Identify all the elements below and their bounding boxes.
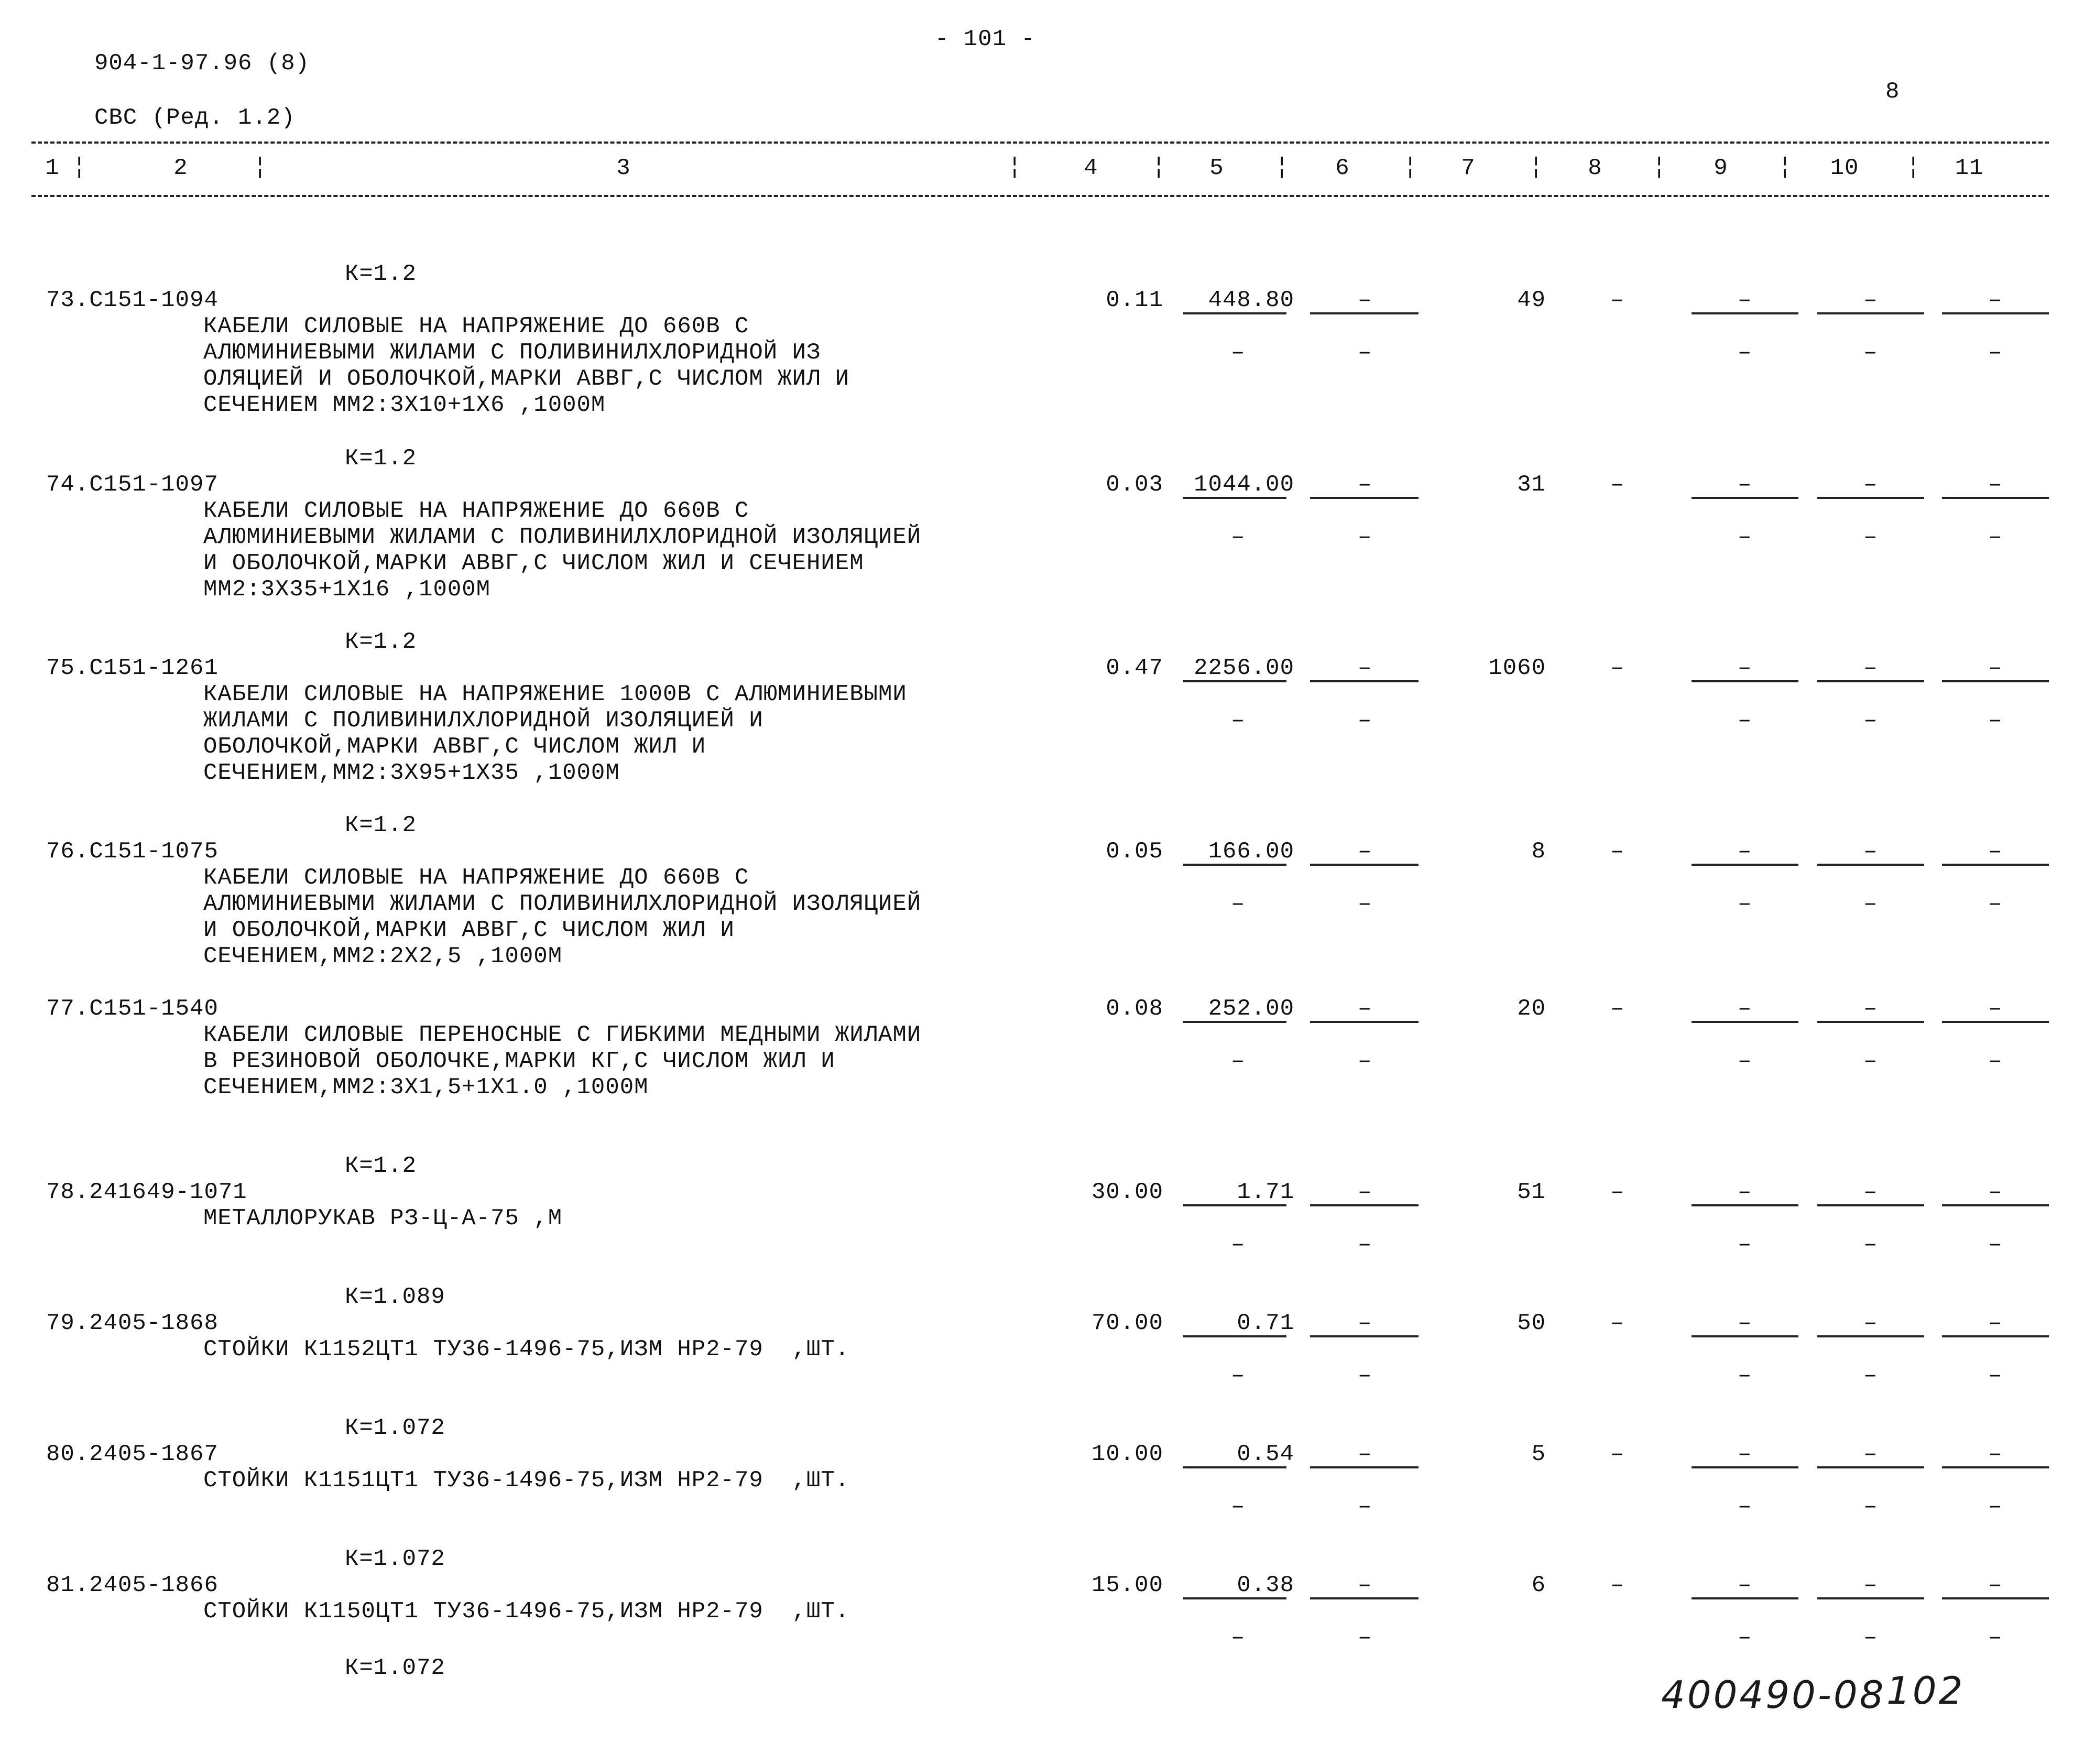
empty-col11-dash: – — [1988, 1179, 2003, 1205]
empty-col6-dash: – — [1358, 1441, 1372, 1467]
denominator-col10-dash: – — [1863, 1494, 1878, 1520]
item-code: 77.С151-1540 — [46, 996, 219, 1022]
fraction-bar — [1942, 1021, 2049, 1023]
item-description-line: АЛЮМИНИЕВЫМИ ЖИЛАМИ С ПОЛИВИНИЛХЛОРИДНОЙ ИЗ — [203, 340, 821, 366]
empty-col8-dash: – — [1610, 996, 1625, 1022]
denominator-col10-dash: – — [1863, 1625, 1878, 1651]
column-header-1: 1 — [45, 155, 60, 181]
fraction-bar — [1942, 497, 2049, 499]
unit-cost-cell: 1044.00 — [1194, 472, 1294, 498]
edition-label: СВС (Ред. 1.2) — [94, 105, 296, 131]
denominator-col10-dash: – — [1863, 1363, 1878, 1389]
fraction-bar — [1310, 312, 1419, 314]
empty-col9-dash: – — [1738, 1310, 1752, 1336]
item-code: 80.2405-1867 — [46, 1441, 219, 1467]
denominator-col5-dash: – — [1231, 1494, 1246, 1520]
denominator-col9-dash: – — [1738, 1048, 1752, 1074]
denominator-col5-dash: – — [1231, 1625, 1246, 1651]
coefficient-label: К=1.2 — [345, 1153, 417, 1179]
quantity-cell: 10.00 — [1091, 1441, 1163, 1467]
fraction-bar — [1692, 1466, 1798, 1468]
coefficient-label: К=1.2 — [345, 261, 417, 287]
item-code: 78.241649-1071 — [46, 1179, 247, 1205]
item-code: 81.2405-1866 — [46, 1572, 219, 1598]
empty-col6-dash: – — [1358, 655, 1372, 681]
denominator-col11-dash: – — [1988, 891, 2003, 917]
coefficient-label: К=1.072 — [345, 1546, 445, 1572]
item-description-line: МЕТАЛЛОРУКАВ РЗ-Ц-А-75 ,М — [203, 1205, 563, 1232]
empty-col8-dash: – — [1610, 1441, 1625, 1467]
fraction-bar — [1310, 497, 1419, 499]
fraction-bar — [1183, 497, 1286, 499]
header-top-rule — [31, 141, 2049, 144]
empty-col10-dash: – — [1863, 839, 1878, 865]
item-description-line: ММ2:3Х35+1Х16 ,1000М — [203, 576, 491, 603]
total-cost-cell: 51 — [1517, 1179, 1546, 1205]
coefficient-label: К=1.089 — [345, 1284, 445, 1310]
coefficient-label: К=1.072 — [345, 1415, 445, 1441]
fraction-bar — [1310, 864, 1419, 866]
empty-col10-dash: – — [1863, 996, 1878, 1022]
fraction-bar — [1183, 1204, 1286, 1206]
column-header-3: 3 — [616, 155, 631, 181]
empty-col10-dash: – — [1863, 287, 1878, 313]
unit-cost-cell: 252.00 — [1208, 996, 1294, 1022]
empty-col6-dash: – — [1358, 287, 1372, 313]
fraction-bar — [1692, 312, 1798, 314]
fraction-bar — [1183, 1597, 1286, 1599]
item-description-line: СТОЙКИ К1150ЦТ1 ТУ36-1496-75,ИЗМ НР2-79 ,ШТ. — [203, 1598, 850, 1625]
denominator-col5-dash: – — [1231, 707, 1246, 734]
column-separator: ¦ — [1152, 154, 1166, 180]
item-description-line: ОБОЛОЧКОЙ,МАРКИ АВВГ,С ЧИСЛОМ ЖИЛ И — [203, 734, 706, 760]
item-description-line: И ОБОЛОЧКОЙ,МАРКИ АВВГ,С ЧИСЛОМ ЖИЛ И СЕЧЕНИЕМ — [203, 550, 864, 576]
empty-col11-dash: – — [1988, 1441, 2003, 1467]
fraction-bar — [1942, 1597, 2049, 1599]
quantity-cell: 15.00 — [1091, 1572, 1163, 1598]
fraction-bar — [1310, 680, 1419, 682]
coefficient-label: К=1.2 — [345, 629, 417, 655]
denominator-col10-dash: – — [1863, 707, 1878, 734]
denominator-col11-dash: – — [1988, 1048, 2003, 1074]
empty-col8-dash: – — [1610, 1572, 1625, 1598]
empty-col6-dash: – — [1358, 472, 1372, 498]
denominator-col6-dash: – — [1358, 707, 1372, 734]
fraction-bar — [1692, 1335, 1798, 1337]
empty-col9-dash: – — [1738, 472, 1752, 498]
item-code: 79.2405-1868 — [46, 1310, 219, 1336]
denominator-col11-dash: – — [1988, 524, 2003, 550]
total-cost-cell: 49 — [1517, 287, 1546, 313]
column-separator: ¦ — [1778, 154, 1793, 180]
empty-col11-dash: – — [1988, 1572, 2003, 1598]
denominator-col6-dash: – — [1358, 1494, 1372, 1520]
denominator-col6-dash: – — [1358, 891, 1372, 917]
unit-cost-cell: 0.71 — [1237, 1310, 1294, 1336]
denominator-col9-dash: – — [1738, 1494, 1752, 1520]
column-separator: ¦ — [1403, 154, 1418, 180]
fraction-bar — [1310, 1204, 1419, 1206]
denominator-col9-dash: – — [1738, 340, 1752, 366]
empty-col10-dash: – — [1863, 1179, 1878, 1205]
denominator-col9-dash: – — [1738, 1363, 1752, 1389]
fraction-bar — [1817, 864, 1924, 866]
item-description-line: СТОЙКИ К1152ЦТ1 ТУ36-1496-75,ИЗМ НР2-79 ,ШТ. — [203, 1336, 850, 1363]
total-cost-cell: 1060 — [1488, 655, 1546, 681]
quantity-cell: 0.03 — [1106, 472, 1163, 498]
column-separator: ¦ — [253, 154, 268, 180]
fraction-bar — [1183, 1466, 1286, 1468]
quantity-cell: 0.08 — [1106, 996, 1163, 1022]
fraction-bar — [1310, 1021, 1419, 1023]
denominator-col5-dash: – — [1231, 1048, 1246, 1074]
sheet-number: 8 — [1885, 79, 1900, 105]
coefficient-label: К=1.2 — [345, 445, 417, 472]
denominator-col9-dash: – — [1738, 707, 1752, 734]
fraction-bar — [1183, 1021, 1286, 1023]
empty-col6-dash: – — [1358, 1572, 1372, 1598]
unit-cost-cell: 166.00 — [1208, 839, 1294, 865]
denominator-col6-dash: – — [1358, 524, 1372, 550]
empty-col6-dash: – — [1358, 1179, 1372, 1205]
column-header-9: 9 — [1714, 155, 1728, 181]
item-description-line: КАБЕЛИ СИЛОВЫЕ НА НАПРЯЖЕНИЕ ДО 660В С — [203, 498, 749, 524]
page-number: - 101 - — [935, 26, 1035, 52]
fraction-bar — [1692, 864, 1798, 866]
empty-col6-dash: – — [1358, 996, 1372, 1022]
item-description-line: КАБЕЛИ СИЛОВЫЕ НА НАПРЯЖЕНИЕ 1000В С АЛЮМИНИЕВЫМИ — [203, 681, 907, 707]
item-code: 74.С151-1097 — [46, 472, 219, 498]
denominator-col9-dash: – — [1738, 891, 1752, 917]
empty-col8-dash: – — [1610, 1179, 1625, 1205]
denominator-col6-dash: – — [1358, 1363, 1372, 1389]
empty-col11-dash: – — [1988, 1310, 2003, 1336]
denominator-col6-dash: – — [1358, 1048, 1372, 1074]
total-cost-cell: 5 — [1531, 1441, 1546, 1467]
empty-col10-dash: – — [1863, 472, 1878, 498]
empty-col11-dash: – — [1988, 472, 2003, 498]
denominator-col5-dash: – — [1231, 340, 1246, 366]
denominator-col10-dash: – — [1863, 340, 1878, 366]
column-header-7: 7 — [1461, 155, 1476, 181]
denominator-col9-dash: – — [1738, 1232, 1752, 1258]
item-description-line: И ОБОЛОЧКОЙ,МАРКИ АВВГ,С ЧИСЛОМ ЖИЛ И — [203, 917, 735, 943]
column-header-11: 11 — [1955, 155, 1984, 181]
denominator-col10-dash: – — [1863, 1048, 1878, 1074]
column-separator: ¦ — [72, 154, 87, 180]
empty-col11-dash: – — [1988, 655, 2003, 681]
header-bottom-rule — [31, 195, 2049, 197]
item-description-line: СЕЧЕНИЕМ,ММ2:2Х2,5 ,1000М — [203, 943, 563, 970]
total-cost-cell: 8 — [1531, 839, 1546, 865]
denominator-col5-dash: – — [1231, 1232, 1246, 1258]
empty-col10-dash: – — [1863, 655, 1878, 681]
fraction-bar — [1183, 312, 1286, 314]
item-description-line: КАБЕЛИ СИЛОВЫЕ ПЕРЕНОСНЫЕ С ГИБКИМИ МЕДНЫМИ ЖИЛАМИ — [203, 1022, 922, 1048]
item-description-line: СЕЧЕНИЕМ,ММ2:3Х1,5+1Х1.0 ,1000М — [203, 1074, 649, 1101]
column-header-4: 4 — [1084, 155, 1098, 181]
empty-col10-dash: – — [1863, 1572, 1878, 1598]
denominator-col11-dash: – — [1988, 707, 2003, 734]
empty-col8-dash: – — [1610, 472, 1625, 498]
empty-col9-dash: – — [1738, 839, 1752, 865]
handwritten-archive-number: 400490-08 — [1661, 1673, 1886, 1717]
fraction-bar — [1942, 680, 2049, 682]
item-code: 73.С151-1094 — [46, 287, 219, 313]
fraction-bar — [1692, 1021, 1798, 1023]
denominator-col5-dash: – — [1231, 524, 1246, 550]
document-code: 904-1-97.96 (8) — [94, 50, 310, 77]
empty-col9-dash: – — [1738, 1441, 1752, 1467]
total-cost-cell: 50 — [1517, 1310, 1546, 1336]
empty-col8-dash: – — [1610, 655, 1625, 681]
quantity-cell: 0.47 — [1106, 655, 1163, 681]
denominator-col5-dash: – — [1231, 891, 1246, 917]
quantity-cell: 0.05 — [1106, 839, 1163, 865]
quantity-cell: 0.11 — [1106, 287, 1163, 313]
empty-col8-dash: – — [1610, 1310, 1625, 1336]
column-header-2: 2 — [173, 155, 188, 181]
item-description-line: КАБЕЛИ СИЛОВЫЕ НА НАПРЯЖЕНИЕ ДО 660В С — [203, 313, 749, 340]
item-description-line: СЕЧЕНИЕМ ММ2:3Х10+1Х6 ,1000М — [203, 392, 606, 418]
column-header-8: 8 — [1588, 155, 1602, 181]
denominator-col11-dash: – — [1988, 1494, 2003, 1520]
trailing-coefficient: К=1.072 — [345, 1655, 445, 1681]
denominator-col11-dash: – — [1988, 1363, 2003, 1389]
fraction-bar — [1942, 864, 2049, 866]
fraction-bar — [1817, 497, 1924, 499]
fraction-bar — [1183, 1335, 1286, 1337]
fraction-bar — [1310, 1597, 1419, 1599]
fraction-bar — [1310, 1466, 1419, 1468]
fraction-bar — [1310, 1335, 1419, 1337]
denominator-col5-dash: – — [1231, 1363, 1246, 1389]
quantity-cell: 70.00 — [1091, 1310, 1163, 1336]
item-description-line: ЖИЛАМИ С ПОЛИВИНИЛХЛОРИДНОЙ ИЗОЛЯЦИЕЙ И — [203, 707, 763, 734]
fraction-bar — [1817, 680, 1924, 682]
fraction-bar — [1692, 497, 1798, 499]
fraction-bar — [1817, 1335, 1924, 1337]
item-description-line: СЕЧЕНИЕМ,ММ2:3Х95+1Х35 ,1000М — [203, 760, 620, 786]
empty-col8-dash: – — [1610, 287, 1625, 313]
item-description-line: В РЕЗИНОВОЙ ОБОЛОЧКЕ,МАРКИ КГ,С ЧИСЛОМ ЖИЛ И — [203, 1048, 835, 1074]
item-code: 76.С151-1075 — [46, 839, 219, 865]
denominator-col10-dash: – — [1863, 1232, 1878, 1258]
total-cost-cell: 6 — [1531, 1572, 1546, 1598]
empty-col9-dash: – — [1738, 287, 1752, 313]
column-separator: ¦ — [1275, 154, 1290, 180]
column-header-5: 5 — [1209, 155, 1224, 181]
item-description-line: КАБЕЛИ СИЛОВЫЕ НА НАПРЯЖЕНИЕ ДО 660В С — [203, 865, 749, 891]
fraction-bar — [1183, 864, 1286, 866]
denominator-col10-dash: – — [1863, 891, 1878, 917]
item-description-line: АЛЮМИНИЕВЫМИ ЖИЛАМИ С ПОЛИВИНИЛХЛОРИДНОЙ ИЗОЛЯЦИЕЙ — [203, 891, 922, 917]
item-description-line: АЛЮМИНИЕВЫМИ ЖИЛАМИ С ПОЛИВИНИЛХЛОРИДНОЙ ИЗОЛЯЦИЕЙ — [203, 524, 922, 550]
denominator-col9-dash: – — [1738, 524, 1752, 550]
total-cost-cell: 20 — [1517, 996, 1546, 1022]
handwritten-sheet-number: 102 — [1886, 1669, 1965, 1713]
fraction-bar — [1817, 1466, 1924, 1468]
empty-col11-dash: – — [1988, 996, 2003, 1022]
fraction-bar — [1817, 1021, 1924, 1023]
fraction-bar — [1942, 1335, 2049, 1337]
item-description-line: ОЛЯЦИЕЙ И ОБОЛОЧКОЙ,МАРКИ АВВГ,С ЧИСЛОМ ЖИЛ И — [203, 366, 850, 392]
total-cost-cell: 31 — [1517, 472, 1546, 498]
empty-col6-dash: – — [1358, 839, 1372, 865]
denominator-col11-dash: – — [1988, 340, 2003, 366]
denominator-col6-dash: – — [1358, 1232, 1372, 1258]
empty-col11-dash: – — [1988, 839, 2003, 865]
fraction-bar — [1692, 1597, 1798, 1599]
unit-cost-cell: 0.38 — [1237, 1572, 1294, 1598]
column-separator: ¦ — [1906, 154, 1921, 180]
unit-cost-cell: 2256.00 — [1194, 655, 1294, 681]
empty-col11-dash: – — [1988, 287, 2003, 313]
item-code: 75.С151-1261 — [46, 655, 219, 681]
fraction-bar — [1942, 1466, 2049, 1468]
fraction-bar — [1942, 312, 2049, 314]
fraction-bar — [1817, 1204, 1924, 1206]
empty-col8-dash: – — [1610, 839, 1625, 865]
column-header-6: 6 — [1335, 155, 1350, 181]
fraction-bar — [1942, 1204, 2049, 1206]
quantity-cell: 30.00 — [1091, 1179, 1163, 1205]
coefficient-label: К=1.2 — [345, 812, 417, 839]
unit-cost-cell: 0.54 — [1237, 1441, 1294, 1467]
empty-col10-dash: – — [1863, 1441, 1878, 1467]
denominator-col11-dash: – — [1988, 1625, 2003, 1651]
denominator-col11-dash: – — [1988, 1232, 2003, 1258]
fraction-bar — [1817, 312, 1924, 314]
column-separator: ¦ — [1008, 154, 1022, 180]
fraction-bar — [1692, 680, 1798, 682]
empty-col9-dash: – — [1738, 1572, 1752, 1598]
column-header-10: 10 — [1830, 155, 1859, 181]
fraction-bar — [1692, 1204, 1798, 1206]
empty-col10-dash: – — [1863, 1310, 1878, 1336]
denominator-col6-dash: – — [1358, 1625, 1372, 1651]
denominator-col6-dash: – — [1358, 340, 1372, 366]
empty-col6-dash: – — [1358, 1310, 1372, 1336]
denominator-col10-dash: – — [1863, 524, 1878, 550]
unit-cost-cell: 448.80 — [1208, 287, 1294, 313]
column-separator: ¦ — [1652, 154, 1667, 180]
fraction-bar — [1817, 1597, 1924, 1599]
column-separator: ¦ — [1529, 154, 1544, 180]
denominator-col9-dash: – — [1738, 1625, 1752, 1651]
empty-col9-dash: – — [1738, 996, 1752, 1022]
item-description-line: СТОЙКИ К1151ЦТ1 ТУ36-1496-75,ИЗМ НР2-79 ,ШТ. — [203, 1467, 850, 1494]
fraction-bar — [1183, 680, 1286, 682]
empty-col9-dash: – — [1738, 1179, 1752, 1205]
unit-cost-cell: 1.71 — [1237, 1179, 1294, 1205]
empty-col9-dash: – — [1738, 655, 1752, 681]
